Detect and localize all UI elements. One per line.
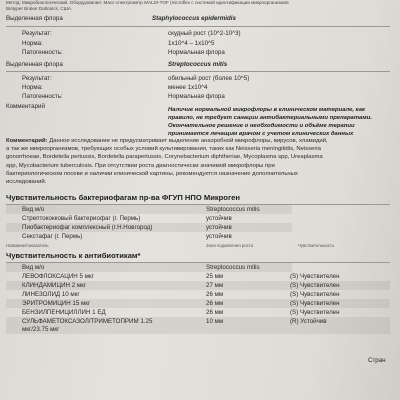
comment-2-line: Данное исследование не предусматривает выделение анаэробной микрофлоры, вирусов, хламидий,	[49, 138, 328, 144]
antibiotic-row-zone: 10 мм	[206, 318, 224, 325]
antibiotic-row-name: ЛИНЕЗОЛИД 10 мкг	[22, 291, 80, 298]
phage-section-title: Чувствительность бактериофагам пр-ва ФГУП НПО Микроген	[6, 193, 240, 202]
comment-1-text	[168, 106, 396, 138]
flora-1-result-label: Результат:	[22, 30, 52, 37]
comment-2-block	[6, 137, 396, 186]
antibiotic-section-title: Чувствительность к антибиотикам*	[6, 251, 141, 260]
flora-2-norm-label: Норма:	[22, 84, 43, 91]
page-footer: Стран	[368, 357, 386, 364]
flora-1-result-value: скудный рост (10^2-10^3)	[168, 30, 241, 37]
comment-1-line: правило, не требует санации антибактериальными препаратами.	[168, 115, 372, 122]
flora-2-pathogenicity-label: Патогенность:	[22, 93, 63, 100]
phage-row-name: Секстафаг (г. Пермь)	[22, 233, 83, 240]
antibiotic-row-result: (S) Чувствителен	[290, 300, 340, 307]
flora-2-result-label: Результат:	[22, 75, 52, 82]
phage-row-name: Пиобактериофаг комплексный (г.Н.Новгород)	[22, 224, 153, 231]
phage-head-label: Вид м/о	[22, 206, 45, 213]
phage-row-value: устойчив	[206, 224, 232, 231]
flora-1-norm-label: Норма:	[22, 40, 43, 47]
flora-2-norm-value: менее 1х10^4	[168, 84, 208, 91]
flora-2-organism: Streptococcus mitis	[168, 61, 228, 68]
flora-1-pathogenicity-value: Нормальная флора	[168, 49, 225, 56]
antibiotic-row-name-continued: мкг/23.75 мкг	[22, 326, 60, 333]
flora-2-result-value: обильный рост (более 10^5)	[168, 75, 250, 82]
phage-row-value: устойчив	[206, 233, 232, 240]
antibiotic-row-name: СУЛЬФАМЕТОКСАЗОЛ/ТРИМЕТОПРИМ 1.25	[22, 318, 153, 325]
antibiotic-row-zone: 25 мм	[206, 273, 224, 280]
phage-head-organism: Streptococcus mitis	[206, 206, 260, 213]
antibiotic-row-result: (S) Чувствителен	[290, 282, 340, 289]
comment-2-line: исследований.	[6, 179, 47, 186]
column-header-zone: Зона подавления роста	[206, 243, 254, 248]
phage-row-name: Стрептококковый бактериофаг (г. Пермь)	[22, 215, 141, 222]
antibiotic-head-organism: Streptococcus mitis	[206, 264, 260, 271]
flora-1-pathogenicity-label: Патогенность:	[22, 49, 63, 56]
comment-2-line: бактериологическом посеве и наличии клинической картины, рекомендуется назначение дополнительных	[6, 170, 298, 177]
method-line: Метод: Микробиологический. Оборудование: Масс-спектрометр MALDI-TOF (microflex с системой идентификации микроорганизмов	[6, 0, 289, 5]
comment-2-line: а так же микроорганизмов, требующих особых условий культивирования, таких как Neisseria meningitidis, Neisseria	[6, 146, 321, 153]
flora-2-pathogenicity-value: Нормальная флора	[168, 93, 225, 100]
equipment-line: Biotyper Bruker Daltonics, США.	[6, 6, 73, 11]
flora-1-norm-value: 1х10^4 – 1х10^5	[168, 40, 215, 47]
divider	[6, 71, 390, 72]
comment-1-line: Окончательное решение о необходимости и объёме терапии	[168, 123, 355, 130]
antibiotic-row-name: ЭРИТРОМИЦИН 15 мкг	[22, 300, 91, 307]
divider	[6, 26, 390, 27]
comment-1-label: Комментарий	[6, 103, 45, 110]
antibiotic-row-name: КЛИНДАМИЦИН 2 мкг	[22, 282, 87, 289]
antibiotic-row-name: БЕНЗИЛПЕНИЦИЛЛИН 1 ЕД	[22, 309, 106, 316]
antibiotic-row-zone: 26 мм	[206, 300, 224, 307]
comment-2-line: spp, Mycobacterium tuberculosis. При отсутствии роста диагностически значимой микрофлоры при	[6, 162, 275, 169]
antibiotic-row-zone: 27 мм	[206, 282, 224, 289]
comment-1-line: принимается лечащим врачом с учетом клинических данных	[168, 131, 354, 138]
flora-2-label: Выделенная флора	[6, 61, 63, 68]
antibiotic-head-label: Вид м/о	[22, 264, 45, 271]
phage-row-value: устойчив	[206, 215, 232, 222]
antibiotic-row-result: (S) Чувствителен	[290, 291, 340, 298]
comment-2-label: Комментарий:	[6, 138, 48, 144]
column-header-sensitivity: Чувствительность	[298, 243, 335, 248]
antibiotic-row-result: (R) Устойчив	[290, 318, 327, 325]
flora-1-organism: Staphylococcus epidermidis	[152, 15, 236, 22]
antibiotic-row-zone: 26 мм	[206, 291, 224, 298]
antibiotic-row-name: ЛЕВОФЛОКСАЦИН 5 мкг	[22, 273, 94, 280]
antibiotic-row-result: (S) Чувствителен	[290, 309, 340, 316]
comment-1-line: Наличие нормальной микрофлоры в клиническом материале, как	[168, 107, 365, 113]
antibiotic-row-zone: 26 мм	[206, 309, 224, 316]
antibiotic-row-result: (S) Чувствителен	[290, 273, 340, 280]
column-header-name: Название/показатель	[6, 243, 49, 248]
comment-2-line: gonorrhoeae, Bordetella pertussis, Bordetella parapertussis, Corynebacterium diphtheriae, Mycoplasma spp, Ureaplasma	[6, 154, 323, 161]
flora-1-label: Выделенная флора	[6, 15, 63, 22]
